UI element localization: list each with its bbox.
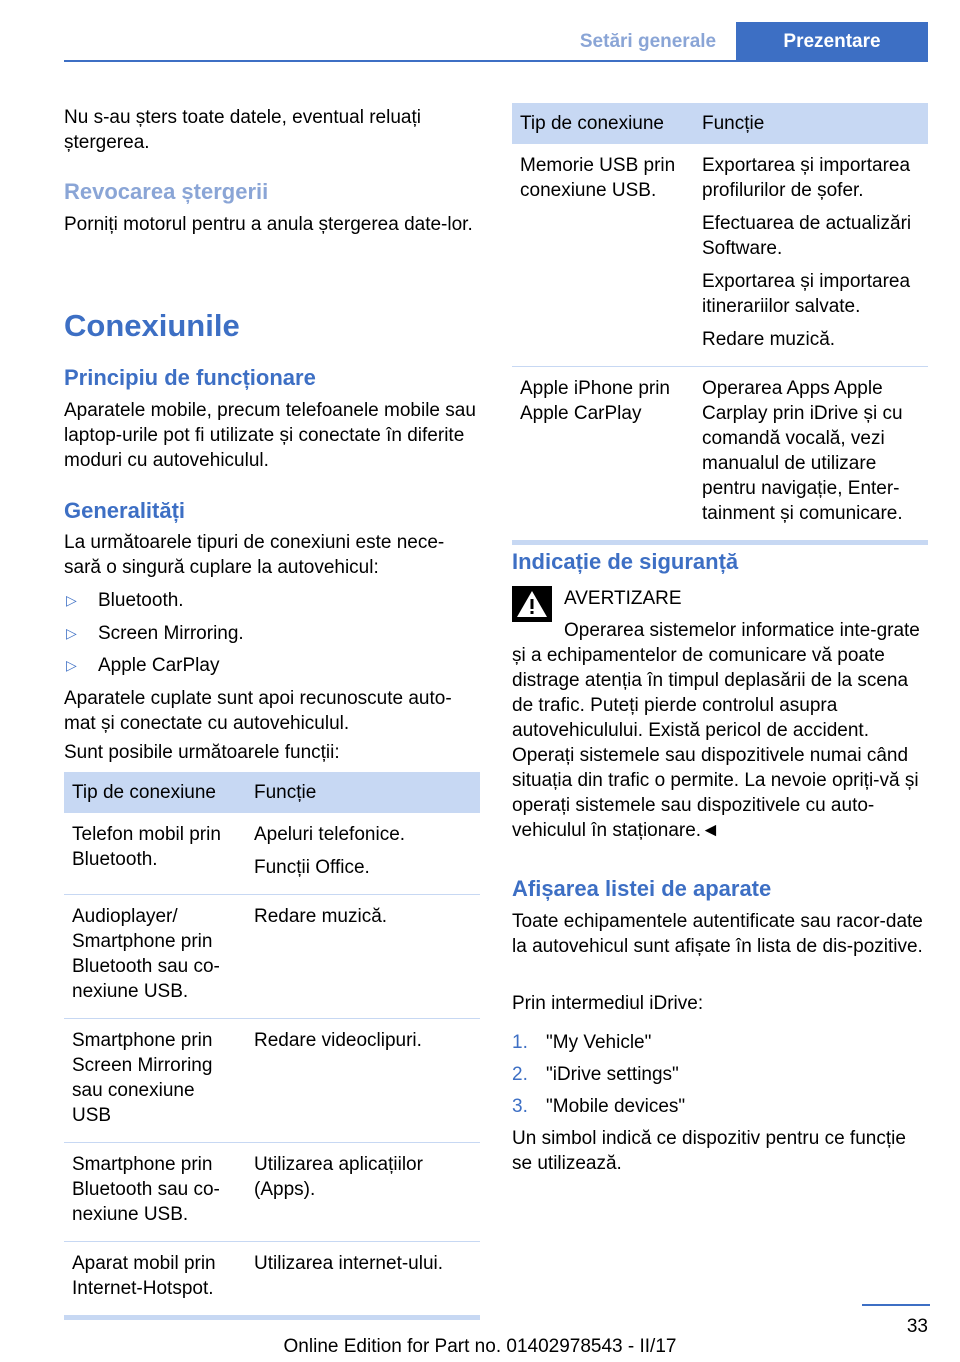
bullet-text: Bluetooth. bbox=[98, 590, 184, 611]
page-number: 33 bbox=[906, 1316, 928, 1337]
connections-table-left bbox=[64, 772, 480, 1320]
table-cell-function: Utilizarea internet-ului. bbox=[254, 1253, 444, 1274]
table-cell-function: Redare muzică. bbox=[246, 895, 480, 1019]
footer-edition-text: Online Edition for Part no. 01402978543 - II/17 bbox=[283, 1336, 677, 1357]
intro-text: Nu s-au șters toate datele, eventual reluați ștergerea. bbox=[64, 107, 421, 153]
general-heading: Generalități bbox=[64, 498, 186, 523]
table-row bbox=[512, 367, 928, 541]
step-number: 3. bbox=[512, 1096, 528, 1117]
table-row bbox=[64, 895, 480, 1019]
warning-block bbox=[512, 586, 928, 846]
table-end-rule bbox=[64, 1315, 480, 1320]
warning-triangle-icon bbox=[512, 586, 552, 622]
warning-label: AVERTIZARE bbox=[564, 588, 682, 609]
principle-heading: Principiu de funcționare bbox=[64, 365, 316, 390]
general-text: La următoarele tipuri de conexiuni este nece‐sară o singură cuplare la autovehicul: bbox=[64, 532, 445, 578]
functions-intro: Sunt posibile următoarele funcții: bbox=[64, 742, 340, 763]
connections-heading: Conexiunile bbox=[64, 308, 240, 343]
table-header-function: Funcție bbox=[246, 772, 480, 813]
table-row bbox=[512, 144, 928, 367]
table-cell-function: Operarea Apps Apple Carplay prin iDrive și cu comandă vocală, vezi manualul de utilizare pentru navigație, Enter‐tainment și comunicare. bbox=[702, 378, 903, 524]
safety-heading: Indicație de siguranță bbox=[512, 549, 739, 574]
table-cell-type: Audioplayer/ Smartphone prin Bluetooth sau co‐nexiune USB. bbox=[64, 895, 246, 1019]
idrive-intro: Prin intermediul iDrive: bbox=[512, 993, 704, 1014]
table-cell-type: Smartphone prin Bluetooth sau co‐nexiune USB. bbox=[64, 1143, 246, 1242]
table-cell-function: Exportarea și importarea profilurilor de șofer. Efectuarea de actualizări Software. Exportarea și importarea itinerariilor salvate. Redare muzică. bbox=[694, 144, 928, 367]
table-end-rule bbox=[512, 540, 928, 545]
table-cell-type: Telefon mobil prin Bluetooth. bbox=[64, 813, 246, 895]
table-row bbox=[64, 813, 480, 895]
principle-text: Aparatele mobile, precum telefoanele mobile sau laptop-urile pot fi utilizate și conectate în diferite moduri cu autovehiculul. bbox=[64, 400, 476, 471]
table-header-type: Tip de conexiune bbox=[512, 103, 694, 144]
table-cell-type: Smartphone prin Screen Mirroring sau conexiune USB bbox=[64, 1019, 246, 1143]
header-tab-general-settings[interactable]: Setări generale bbox=[579, 31, 717, 52]
bullet-text: Screen Mirroring. bbox=[98, 623, 244, 644]
revocation-text: Porniți motorul pentru a anula ștergerea date‐lor. bbox=[64, 214, 473, 235]
triangle-bullet-icon: ▷ bbox=[66, 657, 77, 673]
after-bullets-text: Aparatele cuplate sunt apoi recunoscute auto‐mat și conectate cu autovehiculul. bbox=[64, 688, 452, 734]
device-list-heading: Afișarea listei de aparate bbox=[512, 876, 772, 901]
footer-rule bbox=[862, 1304, 930, 1306]
table-cell-function: Utilizarea aplicațiilor (Apps). bbox=[246, 1143, 480, 1242]
table-header-type: Tip de conexiune bbox=[64, 772, 246, 813]
triangle-bullet-icon: ▷ bbox=[66, 625, 77, 641]
step-number: 1. bbox=[512, 1032, 528, 1053]
connections-table-right bbox=[512, 103, 928, 545]
header-tab-overview[interactable]: Prezentare bbox=[736, 22, 928, 62]
table-row bbox=[64, 1242, 480, 1316]
table-header-function: Funcție bbox=[694, 103, 928, 144]
table-row bbox=[64, 1019, 480, 1143]
table-cell-type: Memorie USB prin conexiune USB. bbox=[512, 144, 694, 367]
bullet-text: Apple CarPlay bbox=[98, 655, 220, 676]
step-text: "My Vehicle" bbox=[546, 1032, 652, 1053]
table-cell-type: Aparat mobil prin Internet-Hotspot. bbox=[72, 1253, 216, 1299]
table-cell-function: Redare videoclipuri. bbox=[246, 1019, 480, 1143]
triangle-bullet-icon: ▷ bbox=[66, 592, 77, 608]
revocation-heading: Revocarea ștergerii bbox=[64, 179, 269, 204]
step-text: "iDrive settings" bbox=[546, 1064, 679, 1085]
table-cell-type: Apple iPhone prin Apple CarPlay bbox=[520, 378, 670, 424]
symbol-text: Un simbol indică ce dispozitiv pentru ce funcție se utilizează. bbox=[512, 1128, 906, 1174]
warning-text: Operarea sistemelor informatice inte‐grate și a echipamentelor de comunicare vă poate distrage atenția în timpul deplasării de la scena de trafic. Puteți pierde controlul asupra autovehiculului. Există pericol de accident. Operați sistemele sau dispozitivele numai când situația din trafic o permite. La nevoie opriți-vă și operați sistemele sau dispozitivele cu auto‐vehiculul în staționare.◄ bbox=[512, 620, 920, 841]
step-text: "Mobile devices" bbox=[546, 1096, 686, 1117]
step-number: 2. bbox=[512, 1064, 528, 1085]
table-cell-function: Apeluri telefonice. Funcții Office. bbox=[246, 813, 480, 895]
header-rule bbox=[64, 60, 928, 62]
device-list-text: Toate echipamentele autentificate sau racor‐date la autovehicul sunt afișate în lista de dis‐pozitive. bbox=[512, 911, 923, 957]
table-row bbox=[64, 1143, 480, 1242]
